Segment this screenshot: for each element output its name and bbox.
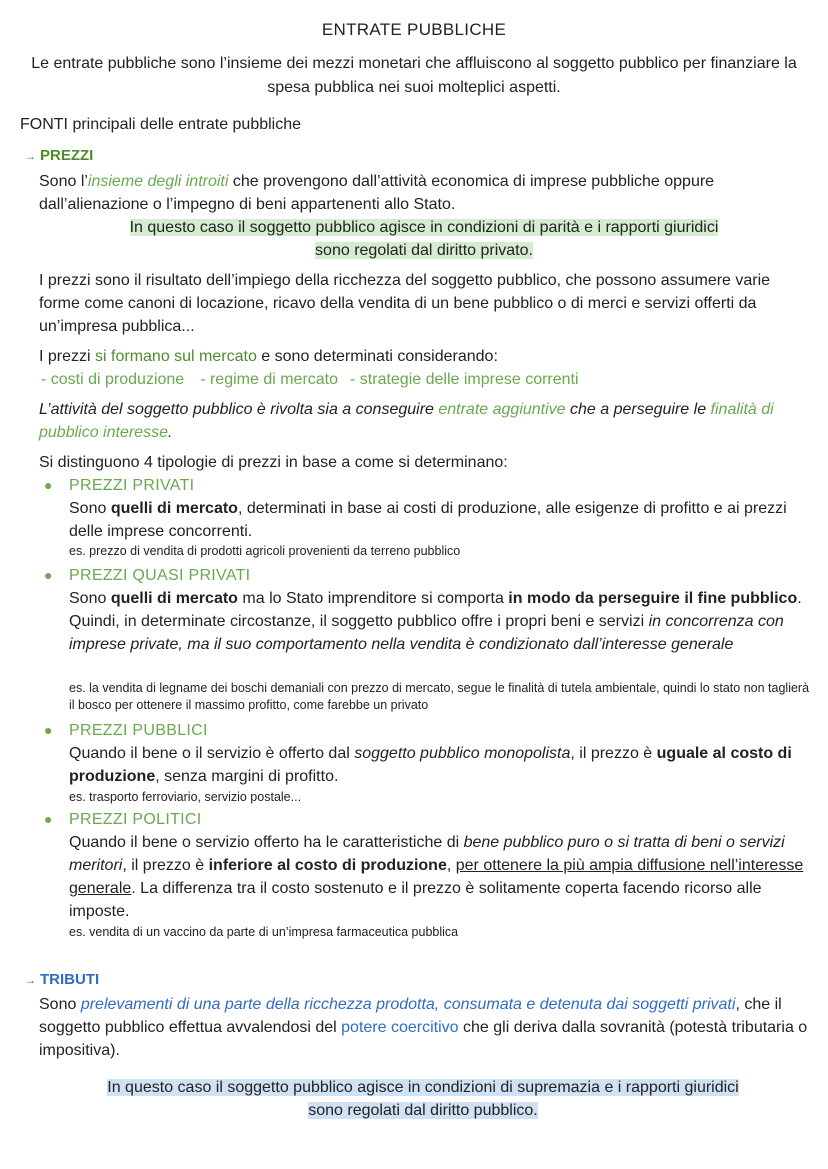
bullet-dot-icon: ●: [44, 722, 53, 738]
tributi-definition: [39, 993, 809, 1062]
highlight-line: sono regolati dal diritto privato.: [315, 242, 533, 259]
highlight-line: In questo caso il soggetto pubblico agisce in condizioni di parità e i rapporti giuridici: [129, 219, 719, 236]
prezzi-factors: [41, 368, 811, 391]
tributi-heading: [24, 971, 99, 988]
text-span: Quando il bene o servizio offerto ha le caratteristiche di: [69, 834, 464, 851]
factor-item: - costi di produzione: [41, 371, 185, 388]
italic-span: soggetto pubblico monopolista: [354, 745, 571, 762]
bold-span: inferiore al costo di produzione: [208, 857, 447, 874]
bullet-label: PREZZI PUBBLICI: [69, 722, 208, 739]
politici-text: [69, 831, 809, 923]
bold-span: quelli di mercato: [110, 590, 238, 607]
def-text: Sono l’: [39, 173, 88, 190]
bullet-dot-icon: ●: [44, 811, 53, 827]
text-span: Quando il bene o il servizio è offerto dal: [69, 745, 355, 762]
factor-item: - strategie delle imprese correnti: [350, 371, 579, 388]
fonti-heading: FONTI principali delle entrate pubbliche: [20, 116, 302, 133]
form-text: I prezzi: [39, 348, 96, 365]
text-span: Sono: [39, 996, 81, 1013]
prezzi-result: I prezzi sono il risultato dell’impiego della ricchezza del soggetto pubblico, che possono assumere varie forme come canoni di locazione, ricavo della vendita di un bene pubblico o di merci e servizi offerti da un’impresa pubblica...: [39, 272, 771, 335]
italic-span: bene pubblico puro o si tratta di beni o servizi meritori: [69, 834, 785, 874]
prezzi-heading: [24, 147, 93, 164]
prezzi-formation: [39, 345, 809, 368]
text-span: ,: [446, 857, 456, 874]
politici-example: es. vendita di un vaccino da parte di un’impresa farmaceutica pubblica: [69, 925, 459, 939]
text-span: , che il soggetto pubblico effettua avvalendosi del: [39, 996, 782, 1036]
italic-span: in concorrenza con imprese private, ma il suo comportamento nella vendita è condizionato dall’interesse generale: [69, 613, 784, 653]
form-emphasis: si formano sul mercato: [95, 348, 257, 365]
bullet-dot-icon: ●: [44, 567, 53, 583]
quasi-text: [69, 587, 809, 656]
bold-span: quelli di mercato: [110, 500, 238, 517]
def-emphasis: insieme degli introiti: [87, 173, 229, 190]
activity-text: che a perseguire le: [565, 401, 711, 418]
activity-text: L’attività del soggetto pubblico è rivolta sia a conseguire: [39, 401, 439, 418]
arrow-right-icon: →: [24, 973, 36, 987]
prezzi-types-intro: Si distinguono 4 tipologie di prezzi in base a come si determinano:: [39, 454, 508, 471]
italic-emphasis: prelevamenti di una parte della ricchezza prodotta, consumata e detenuta dai soggetti privati: [80, 996, 736, 1013]
text-span: . La differenza tra il costo sostenuto e il prezzo è solitamente coperta facendo ricorso alle imposte.: [69, 880, 762, 920]
emphasis-span: potere coercitivo: [341, 1019, 459, 1036]
text-span: ma lo Stato imprenditore si comporta: [237, 590, 509, 607]
tributi-heading-label: TRIBUTI: [40, 971, 100, 988]
text-span: , senza margini di profitto.: [155, 768, 339, 785]
activity-emphasis: entrate aggiuntive: [438, 401, 566, 418]
form-text: e sono determinati considerando:: [256, 348, 498, 365]
prezzi-heading-label: PREZZI: [40, 147, 94, 164]
text-span: , determinati in base ai costi di produzione, alle esigenze di profitto e ai prezzi delle imprese concorrenti.: [69, 500, 787, 540]
prezzi-highlight: [39, 216, 809, 262]
bullet-dot-icon: ●: [44, 477, 53, 493]
text-span: , il prezzo è: [570, 745, 657, 762]
privati-example: es. prezzo di vendita di prodotti agricoli provenienti da terreno pubblico: [69, 544, 461, 558]
prezzi-activity: [39, 398, 809, 444]
highlight-line: In questo caso il soggetto pubblico agisce in condizioni di supremazia e i rapporti giuridici: [107, 1079, 739, 1096]
bullet-label: PREZZI QUASI PRIVATI: [69, 567, 251, 584]
page-title: ENTRATE PUBBLICHE: [321, 20, 507, 39]
text-span: , il prezzo è: [122, 857, 209, 874]
highlight-line: sono regolati dal diritto pubblico.: [308, 1102, 538, 1119]
text-span: Sono: [69, 500, 111, 517]
text-span: . Quindi, in determinate circostanze, il soggetto pubblico offre i propri beni e servizi: [69, 590, 802, 630]
bullet-label: PREZZI PRIVATI: [69, 477, 195, 494]
def-text: che provengono dall’attività economica di imprese pubbliche oppure dall’alienazione o l’impegno di beni appartenenti allo Stato.: [39, 173, 715, 213]
activity-text: .: [167, 424, 173, 441]
underline-span: per ottenere la più ampia diffusione nell’interesse generale: [69, 857, 804, 897]
activity-emphasis: finalità di pubblico interesse: [39, 401, 774, 441]
text-span: che gli deriva dalla sovranità (potestà tributaria o impositiva).: [39, 1019, 808, 1059]
bold-span: in modo da perseguire il fine pubblico: [508, 590, 798, 607]
bullet-label: PREZZI POLITICI: [69, 811, 202, 828]
pubblici-text: [69, 742, 809, 788]
prezzi-definition: [39, 170, 809, 216]
privati-text: [69, 497, 809, 543]
tributi-highlight: [30, 1076, 816, 1122]
factor-item: - regime di mercato: [200, 371, 339, 388]
bold-span: uguale al costo di produzione: [69, 745, 792, 785]
pubblici-example: es. trasporto ferroviario, servizio postale...: [69, 790, 302, 804]
quasi-example: es. la vendita di legname dei boschi demaniali con prezzo di mercato, segue le finalità di tutela ambientale, quindi lo stato non taglierà il bosco per ottenere il massimo profitto, come farebbe un privato: [69, 681, 810, 712]
arrow-right-icon: →: [24, 149, 36, 163]
text-span: Sono: [69, 590, 111, 607]
intro-paragraph: Le entrate pubbliche sono l’insieme dei mezzi monetari che affluiscono al soggetto pubblico per finanziare la spesa pubblica nei suoi molteplici aspetti.: [31, 55, 797, 96]
